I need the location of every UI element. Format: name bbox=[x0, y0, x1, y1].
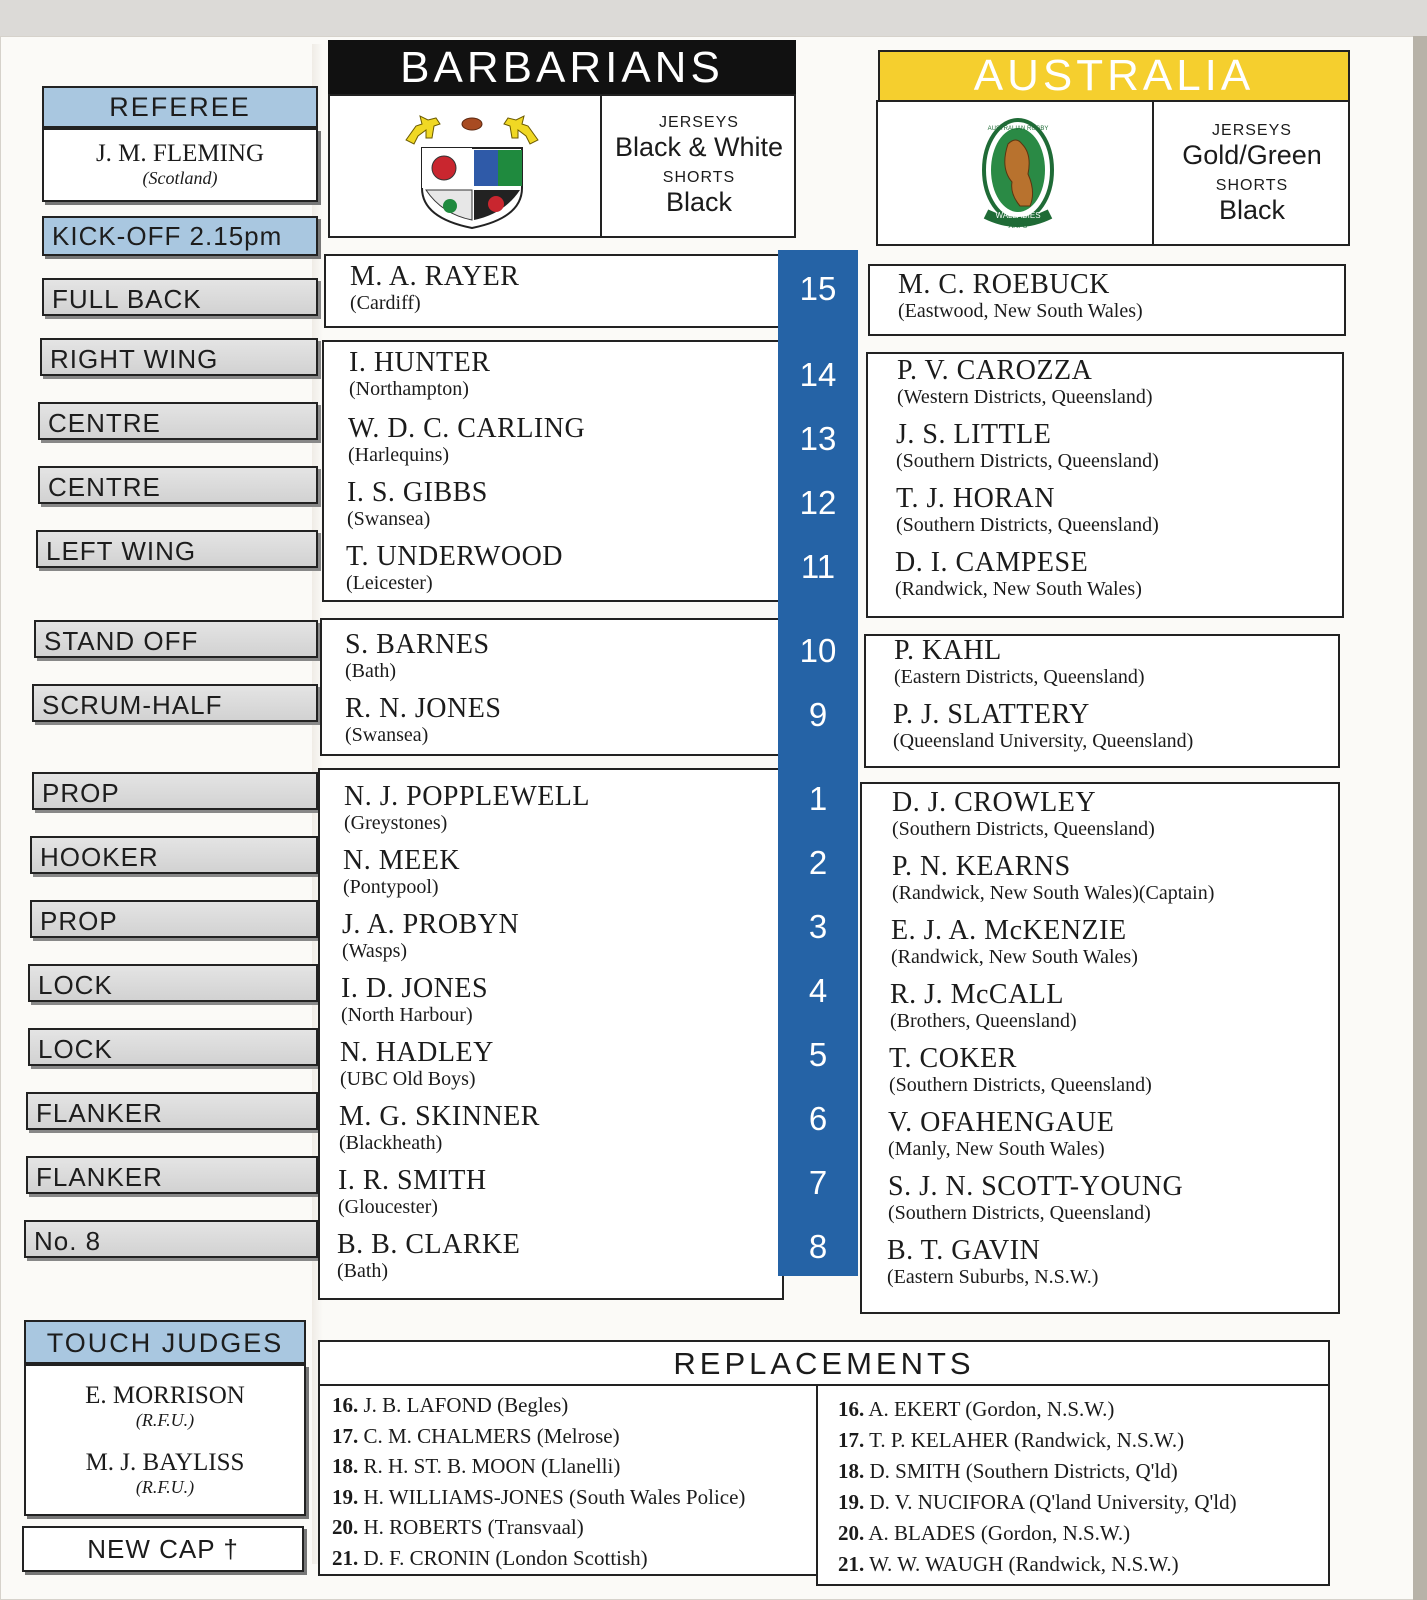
position-label: RIGHT WING bbox=[40, 338, 318, 376]
touch-judges-heading: TOUCH JUDGES bbox=[24, 1320, 306, 1364]
player-club: (UBC Old Boys) bbox=[340, 1068, 476, 1090]
kickoff-time: KICK-OFF 2.15pm bbox=[42, 216, 318, 256]
player-club: (Eastwood, New South Wales) bbox=[898, 300, 1143, 322]
home-player bbox=[345, 630, 490, 682]
home-player bbox=[346, 542, 563, 594]
home-replacement bbox=[332, 1543, 648, 1573]
wallabies-logo-ring-text: AUSTRALIAN RUGBY bbox=[987, 126, 1049, 132]
position-label: FULL BACK bbox=[42, 278, 318, 316]
replacement-number: 17. bbox=[332, 1423, 359, 1448]
player-club: (Southern Districts, Queensland) bbox=[896, 450, 1159, 472]
away-shorts: Black bbox=[1218, 195, 1286, 225]
player-name: D. I. CAMPESE bbox=[895, 547, 1089, 578]
player-name: E. J. A. McKENZIE bbox=[891, 915, 1127, 946]
touch-judge-1-union: (R.F.U.) bbox=[135, 1410, 195, 1430]
replacement-name: T. P. KELAHER (Randwick, N.S.W.) bbox=[869, 1428, 1185, 1452]
home-player bbox=[347, 478, 488, 530]
away-shorts-label: SHORTS bbox=[1215, 177, 1289, 194]
player-name: I. R. SMITH bbox=[338, 1165, 487, 1196]
player-club: (Brothers, Queensland) bbox=[890, 1010, 1077, 1032]
player-name: P. J. SLATTERY bbox=[893, 699, 1090, 730]
page-top-edge bbox=[0, 0, 1427, 36]
home-player bbox=[348, 414, 585, 466]
player-club: (Harlequins) bbox=[348, 444, 450, 466]
away-jerseys-label: JERSEYS bbox=[1212, 122, 1292, 139]
player-club: (Swansea) bbox=[345, 724, 429, 746]
touch-judge-1-name: E. MORRISON bbox=[85, 1382, 245, 1409]
referee-heading: REFEREE bbox=[42, 86, 318, 128]
wallabies-logo-icon bbox=[978, 114, 1058, 232]
player-name: N. HADLEY bbox=[340, 1037, 494, 1068]
jersey-number: 8 bbox=[808, 1228, 828, 1265]
jersey-number: 1 bbox=[808, 780, 828, 817]
player-name: B. B. CLARKE bbox=[337, 1229, 521, 1260]
away-replacement bbox=[838, 1518, 1130, 1548]
replacement-name: D. F. CRONIN (London Scottish) bbox=[363, 1545, 648, 1570]
jersey-number: 6 bbox=[808, 1100, 828, 1137]
away-replacement bbox=[838, 1487, 1237, 1517]
player-name: T. UNDERWOOD bbox=[346, 541, 564, 572]
touch-judges-box bbox=[24, 1364, 306, 1516]
referee-union: (Scotland) bbox=[142, 168, 218, 188]
player-club: (Eastern Suburbs, N.S.W.) bbox=[887, 1266, 1099, 1288]
home-jerseys: Black & White bbox=[614, 132, 784, 162]
player-name: B. T. GAVIN bbox=[887, 1235, 1041, 1266]
home-player bbox=[340, 1038, 494, 1090]
player-club: (Randwick, New South Wales) bbox=[895, 578, 1142, 600]
player-club: (Swansea) bbox=[347, 508, 431, 530]
replacement-name: A. BLADES (Gordon, N.S.W.) bbox=[868, 1521, 1131, 1545]
referee-name: J. M. FLEMING bbox=[95, 140, 265, 167]
away-replacement bbox=[838, 1549, 1179, 1579]
position-label: FLANKER bbox=[26, 1156, 318, 1194]
player-name: T. J. HORAN bbox=[896, 483, 1055, 514]
home-team-name: BARBARIANS bbox=[400, 43, 724, 92]
player-club: (Blackheath) bbox=[339, 1132, 443, 1154]
replacement-number: 20. bbox=[332, 1515, 359, 1539]
replacements-heading: REPLACEMENTS bbox=[318, 1340, 1330, 1386]
away-player bbox=[887, 1236, 1098, 1288]
away-player bbox=[892, 852, 1214, 904]
home-replacement bbox=[332, 1451, 620, 1481]
touch-judge-2-name: M. J. BAYLISS bbox=[85, 1449, 245, 1476]
home-player bbox=[344, 782, 590, 834]
referee-box bbox=[42, 128, 318, 202]
away-player bbox=[888, 1108, 1114, 1160]
home-shorts: Black bbox=[665, 187, 733, 217]
home-player bbox=[343, 846, 460, 898]
player-club: (Pontypool) bbox=[343, 876, 439, 898]
away-player bbox=[896, 484, 1159, 536]
home-player bbox=[338, 1166, 487, 1218]
player-name: P. V. CAROZZA bbox=[897, 355, 1093, 386]
player-club: (Cardiff) bbox=[350, 292, 421, 314]
player-club: (Gloucester) bbox=[338, 1196, 438, 1218]
home-player bbox=[337, 1230, 520, 1282]
away-kit-divider bbox=[1152, 100, 1154, 246]
home-jerseys-label: JERSEYS bbox=[659, 114, 739, 131]
wallabies-logo-arfu: ARFU bbox=[1008, 223, 1028, 230]
replacement-number: 21. bbox=[332, 1545, 359, 1570]
player-name: I. D. JONES bbox=[341, 973, 489, 1004]
jersey-number: 13 bbox=[799, 420, 837, 457]
player-club: (Western Districts, Queensland) bbox=[897, 386, 1153, 408]
player-club: (Bath) bbox=[337, 1260, 389, 1282]
player-club: (North Harbour) bbox=[341, 1004, 473, 1026]
replacement-name: H. WILLIAMS-JONES (South Wales Police) bbox=[363, 1484, 746, 1509]
position-label: SCRUM-HALF bbox=[32, 684, 318, 722]
player-club: (Leicester) bbox=[346, 572, 433, 594]
home-replacement bbox=[332, 1390, 568, 1420]
player-club: (Queensland University, Queensland) bbox=[893, 730, 1194, 752]
player-name: I. HUNTER bbox=[349, 347, 491, 378]
position-label: HOOKER bbox=[30, 836, 318, 874]
player-club: (Randwick, New South Wales) bbox=[891, 946, 1138, 968]
player-name: M. C. ROEBUCK bbox=[898, 269, 1110, 300]
position-label: No. 8 bbox=[24, 1220, 318, 1258]
home-kit bbox=[604, 114, 794, 218]
player-name: I. S. GIBBS bbox=[347, 477, 488, 508]
away-jerseys: Gold/Green bbox=[1182, 140, 1322, 170]
replacement-number: 17. bbox=[838, 1428, 865, 1452]
away-kit bbox=[1156, 122, 1348, 226]
home-replacement bbox=[332, 1421, 620, 1451]
player-club: (Southern Districts, Queensland) bbox=[896, 514, 1159, 536]
away-player bbox=[896, 420, 1159, 472]
player-club: (Wasps) bbox=[342, 940, 408, 962]
replacement-name: R. H. ST. B. MOON (Llanelli) bbox=[363, 1454, 621, 1478]
player-name: J. S. LITTLE bbox=[896, 419, 1052, 450]
away-player bbox=[892, 788, 1155, 840]
position-label: PROP bbox=[32, 772, 318, 810]
jersey-number: 12 bbox=[799, 484, 837, 521]
away-player bbox=[890, 980, 1077, 1032]
jersey-number: 3 bbox=[808, 908, 828, 945]
player-name: M. A. RAYER bbox=[350, 261, 520, 292]
player-name: J. A. PROBYN bbox=[342, 909, 520, 940]
home-kit-divider bbox=[600, 94, 602, 238]
player-club: (Eastern Districts, Queensland) bbox=[894, 666, 1145, 688]
replacement-name: A. EKERT (Gordon, N.S.W.) bbox=[868, 1397, 1115, 1421]
jersey-number: 4 bbox=[808, 972, 828, 1009]
position-label: LEFT WING bbox=[36, 530, 318, 568]
player-club: (Southern Districts, Queensland) bbox=[892, 818, 1155, 840]
touch-judge-2-union: (R.F.U.) bbox=[135, 1477, 195, 1497]
player-club: (Bath) bbox=[345, 660, 397, 682]
player-name: T. COKER bbox=[889, 1043, 1017, 1074]
position-label: LOCK bbox=[28, 1028, 318, 1066]
replacement-name: W. W. WAUGH (Randwick, N.S.W.) bbox=[869, 1552, 1179, 1576]
away-replacement bbox=[838, 1394, 1114, 1424]
player-club: (Southern Districts, Queensland) bbox=[888, 1202, 1151, 1224]
page-right-edge bbox=[1413, 36, 1427, 1600]
away-team-name: AUSTRALIA bbox=[973, 51, 1255, 100]
jersey-number: 7 bbox=[808, 1164, 828, 1201]
home-player bbox=[341, 974, 488, 1026]
position-label: FLANKER bbox=[26, 1092, 318, 1130]
position-label: CENTRE bbox=[38, 466, 318, 504]
jersey-number: 15 bbox=[799, 270, 837, 307]
player-name: W. D. C. CARLING bbox=[348, 413, 586, 444]
away-player bbox=[897, 356, 1153, 408]
jersey-number: 5 bbox=[808, 1036, 828, 1073]
home-player bbox=[342, 910, 519, 962]
home-player bbox=[345, 694, 501, 746]
home-replacement bbox=[332, 1482, 745, 1512]
player-name: N. J. POPPLEWELL bbox=[344, 781, 590, 812]
away-replacement bbox=[838, 1456, 1178, 1486]
replacement-number: 21. bbox=[838, 1552, 865, 1576]
player-club: (Northampton) bbox=[349, 378, 469, 400]
position-label: LOCK bbox=[28, 964, 318, 1002]
replacement-number: 16. bbox=[332, 1393, 359, 1417]
replacement-name: D. SMITH (Southern Districts, Q'ld) bbox=[869, 1459, 1178, 1483]
player-name: N. MEEK bbox=[343, 845, 461, 876]
position-label: CENTRE bbox=[38, 402, 318, 440]
replacement-number: 19. bbox=[838, 1490, 865, 1514]
jersey-number: 9 bbox=[808, 696, 828, 733]
barbarians-crest-icon bbox=[392, 104, 552, 230]
player-name: S. BARNES bbox=[345, 629, 490, 660]
player-club: (Manly, New South Wales) bbox=[888, 1138, 1105, 1160]
home-replacement bbox=[332, 1512, 584, 1542]
player-club: (Southern Districts, Queensland) bbox=[889, 1074, 1152, 1096]
player-name: D. J. CROWLEY bbox=[892, 787, 1097, 818]
player-name: P. N. KEARNS bbox=[892, 851, 1071, 882]
away-replacement bbox=[838, 1425, 1184, 1455]
wallabies-logo-banner: WALLABIES bbox=[995, 211, 1041, 220]
replacement-number: 20. bbox=[838, 1521, 865, 1545]
jersey-number: 11 bbox=[800, 548, 836, 585]
replacement-name: D. V. NUCIFORA (Q'land University, Q'ld) bbox=[869, 1490, 1237, 1514]
jersey-number: 2 bbox=[808, 844, 828, 881]
jersey-number: 10 bbox=[799, 632, 837, 669]
position-label: STAND OFF bbox=[34, 620, 318, 658]
replacement-number: 18. bbox=[838, 1459, 865, 1483]
player-club: (Randwick, New South Wales)(Captain) bbox=[892, 882, 1215, 904]
away-player bbox=[894, 636, 1144, 688]
home-player bbox=[339, 1102, 540, 1154]
away-player bbox=[893, 700, 1193, 752]
home-shorts-label: SHORTS bbox=[662, 169, 736, 186]
replacement-name: J. B. LAFOND (Begles) bbox=[363, 1393, 569, 1417]
player-name: R. J. McCALL bbox=[890, 979, 1064, 1010]
player-name: M. G. SKINNER bbox=[339, 1101, 540, 1132]
away-player bbox=[891, 916, 1138, 968]
replacement-name: H. ROBERTS (Transvaal) bbox=[363, 1515, 584, 1539]
home-player bbox=[350, 262, 519, 314]
replacement-number: 19. bbox=[332, 1484, 359, 1509]
jersey-number: 14 bbox=[799, 356, 837, 393]
player-name: V. OFAHENGAUE bbox=[888, 1107, 1115, 1138]
player-name: P. KAHL bbox=[894, 635, 1002, 666]
replacement-number: 18. bbox=[332, 1454, 359, 1478]
position-label: PROP bbox=[30, 900, 318, 938]
away-player bbox=[898, 270, 1143, 322]
replacement-name: C. M. CHALMERS (Melrose) bbox=[363, 1423, 620, 1448]
player-club: (Greystones) bbox=[344, 812, 448, 834]
player-name: S. J. N. SCOTT-YOUNG bbox=[888, 1171, 1184, 1202]
player-name: R. N. JONES bbox=[345, 693, 502, 724]
away-player bbox=[895, 548, 1142, 600]
replacement-number: 16. bbox=[838, 1397, 865, 1421]
away-player bbox=[889, 1044, 1152, 1096]
home-player bbox=[349, 348, 490, 400]
new-cap-note: NEW CAP † bbox=[22, 1526, 304, 1572]
away-player bbox=[888, 1172, 1183, 1224]
